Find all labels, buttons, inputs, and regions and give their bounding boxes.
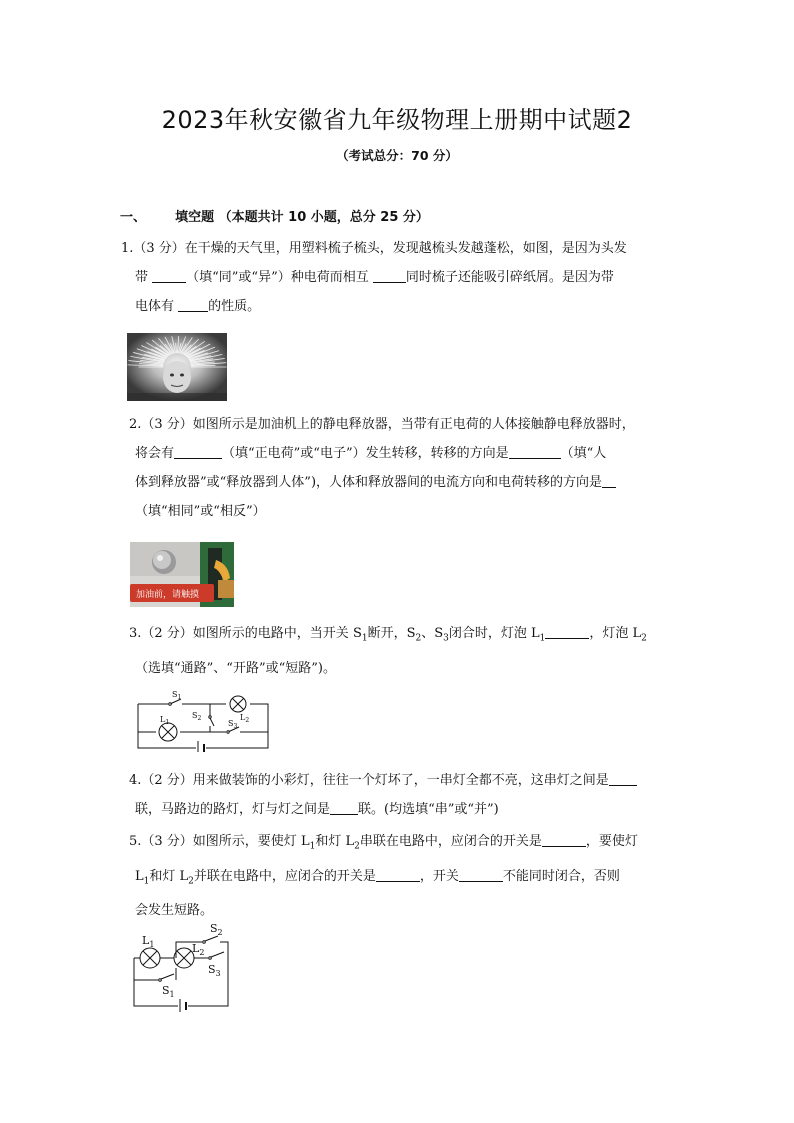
svg-text:S1: [172, 690, 181, 701]
subscript: 3: [215, 969, 221, 978]
q1-text-d: 电体有: [135, 299, 179, 314]
q5-text-f: 和灯 L: [149, 868, 189, 884]
svg-text:S1: [162, 984, 175, 999]
label-s3: S: [228, 719, 234, 728]
answer-blank: [330, 799, 358, 815]
subscript: 2: [415, 633, 422, 644]
label-s1: S: [162, 984, 170, 997]
question-1: [121, 234, 676, 321]
q1-line-3: [121, 292, 676, 321]
svg-text:L2: [240, 713, 249, 724]
subscript: 1: [149, 940, 155, 949]
answer-blank: [178, 296, 208, 312]
q3-line-1: [121, 619, 676, 654]
q1-line-1: 1.（3 分）在干燥的天气里，用塑料梳子梳头，发现越梳头发越蓬松，如图，是因为头发: [121, 241, 627, 256]
subscript: 1: [361, 633, 368, 644]
question-2: [121, 410, 676, 526]
q3-text-c: 、S: [421, 626, 444, 641]
section-name: 填空题: [175, 210, 215, 225]
subscript: 1: [539, 633, 546, 644]
subscript: 2: [197, 715, 202, 722]
static-hair-photo: [127, 333, 227, 401]
svg-text:L2: [192, 942, 204, 957]
q5-line-1: [121, 827, 676, 862]
page-title: 2023年秋安徽省九年级物理上册期中试题2: [161, 106, 633, 134]
q2-line-4: （填“相同”或“相反”）: [135, 504, 266, 519]
q5-line-2: [121, 862, 676, 897]
static-discharger-photo: [130, 542, 234, 607]
label-l1: L: [160, 715, 166, 724]
q5-line-3: 会发生短路。: [135, 903, 214, 919]
label-s2: S: [192, 711, 198, 720]
label-s1: S: [172, 690, 178, 699]
q4-line-1: [121, 766, 676, 795]
q5-circuit-diagram: [128, 922, 238, 1012]
q3-line-2: （选填“通路”、“开路”或“短路”)。: [135, 660, 336, 676]
question-3: [121, 619, 676, 683]
q1-text-a: 带: [135, 270, 153, 285]
subscript: 2: [217, 928, 223, 937]
svg-text:L1: [142, 934, 154, 949]
subscript: 2: [188, 876, 194, 887]
q5-text-c: 串联在电路中，应闭合的开关是: [359, 834, 542, 849]
svg-text:S3: [228, 719, 237, 730]
svg-text:S2: [210, 922, 223, 937]
section-number: 一、: [120, 210, 147, 225]
q2-text-c: （填“人: [560, 446, 607, 461]
q2-line-3: [121, 468, 676, 497]
q2-text-b: （填“正电荷”或“电子”）发生转移，转移的方向是: [222, 446, 509, 461]
q5-text-e: L: [135, 868, 144, 884]
q2-line-1: 2.（3 分）如图所示是加油机上的静电释放器，当带有正电荷的人体接触静电释放器时，: [129, 417, 635, 432]
subscript: 2: [245, 717, 250, 724]
section-heading: [120, 206, 429, 225]
svg-text:L1: [160, 715, 169, 726]
answer-blank: [376, 866, 420, 882]
subscript: 1: [169, 990, 175, 999]
q5-text-d: ，要使灯: [585, 834, 638, 849]
subscript: 1: [177, 694, 182, 701]
subscript: 3: [233, 723, 238, 730]
q5-text-g: 并联在电路中，应闭合的开关是: [193, 868, 376, 884]
q1-text-c: 同时梳子还能吸引碎纸屑。是因为带: [405, 270, 614, 285]
subscript: 3: [443, 633, 449, 644]
question-5: [121, 827, 676, 925]
question-4: [121, 766, 676, 824]
q5-text-a: 5.（3 分）如图所示，要使灯 L: [129, 834, 310, 849]
q4-text-b: 联，马路边的路灯，灯与灯之间是: [135, 802, 331, 817]
answer-blank: [174, 443, 222, 459]
subscript: 2: [199, 948, 205, 957]
q3-text-e: ，灯泡 L: [589, 626, 642, 641]
answer-blank: [459, 866, 503, 882]
q3-circuit-diagram: [130, 688, 272, 752]
page-subtitle: （考试总分：70 分）: [336, 148, 458, 163]
q1-text-b: （填“同”或“异”）种电荷而相互: [186, 270, 373, 285]
subscript: 2: [354, 841, 360, 852]
q3-text-a: 3.（2 分）如图所示的电路中，当开关 S: [129, 626, 362, 641]
q2-text-d: 体到释放器”或“释放器到人体”)，人体和释放器间的电流方向和电荷转移的方向是: [135, 475, 603, 490]
q4-line-2: [121, 795, 676, 824]
q5-text-h: ，开关: [419, 868, 459, 884]
q1-line-2: [121, 263, 676, 292]
q1-text-e: 的性质。: [208, 299, 261, 314]
discharger-sign-text: 加油前，请触摸: [136, 590, 200, 600]
label-s2: S: [210, 922, 218, 935]
label-l1: L: [142, 934, 150, 947]
subscript: 2: [641, 633, 647, 644]
answer-blank: [602, 472, 616, 488]
answer-blank: [509, 443, 561, 459]
q5-text-i: 不能同时闭合，否则: [502, 868, 620, 884]
label-s3: S: [208, 963, 216, 976]
answer-blank: [373, 267, 406, 283]
answer-blank: [545, 623, 589, 639]
q4-text-a: 4.（2 分）用来做装饰的小彩灯，往往一个灯坏了，一串灯全都不亮，这串灯之间是: [129, 773, 609, 788]
section-info: （本题共计 10 小题，总分 25 分）: [218, 210, 429, 225]
label-l2: L: [192, 942, 200, 955]
subscript: 1: [165, 719, 170, 726]
q5-text-b: 和灯 L: [315, 834, 355, 849]
answer-blank: [609, 770, 637, 786]
label-l2: L: [240, 713, 246, 722]
svg-text:S2: [192, 711, 201, 722]
q2-line-2: [121, 439, 676, 468]
q3-text-d: 闭合时，灯泡 L: [448, 626, 540, 641]
svg-text:S3: [208, 963, 221, 978]
q3-text-b: 断开，S: [367, 626, 416, 641]
q4-text-c: 联。(均选填“串”或“并”): [358, 802, 499, 817]
answer-blank: [152, 267, 186, 283]
q2-text-a: 将会有: [135, 446, 175, 461]
subscript: 1: [143, 876, 150, 887]
answer-blank: [542, 831, 586, 847]
subscript: 1: [309, 841, 316, 852]
